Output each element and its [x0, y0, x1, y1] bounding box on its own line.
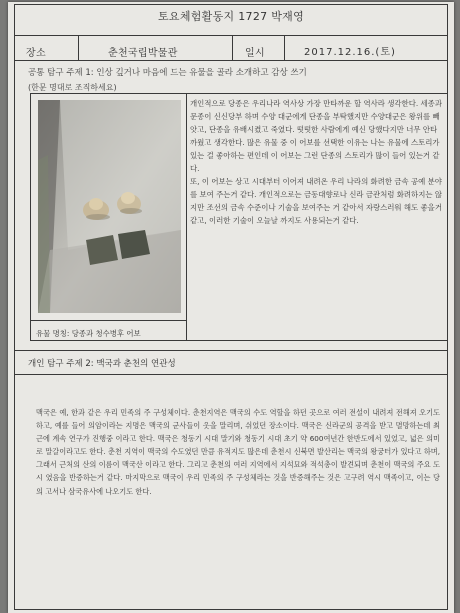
title-divider: [14, 35, 448, 36]
info-divider-3: [284, 35, 285, 60]
artifact-photo-image: [38, 100, 181, 313]
info-divider-2: [232, 35, 233, 60]
task2-title: 개인 탐구 주제 2: 맥국과 춘천의 연관성: [28, 359, 176, 369]
task2-essay: 맥국은 예, 한과 같은 우리 민족의 주 구성체이다. 춘천지역은 맥국의 수도 역할을 하던 곳으로 여러 전설이 내려져 전해져 오기도 하고, 예를 들어 의암이라는 지명은 맥국의 군사들이 옷을 말리며, 쉬었던 장소이다. 맥국은 신라군의 공격을 받고 멸망하는데 최근에 계속 연구가 진행중 이라고 한다. 맥국은 청동기 시대 말기와 청동기 시대 초기 약 600여년간 한반도에서 있었고, 넓은 의미로 말갈이라고도 한다. 춘천 지역이 맥국의 수도였던 만큼 유적지도 많은데 춘천시 신북면 발산리는 맥국의 왕궁터가 있다고 하며, 그래서 근처의 산의 이름이 맥국산 이라고 한다. 그리고 춘천의 여러 지역에서 지석묘와 적석총이 발견되며 춘천이 맥국의 주요 도시 였음을 반증하는거 같다. 마지막으로 맥국이 우리 민족의 주 구성체라는 것을 반증해주는 것은 고구려 역시 맥족이고, 이는 당의 고서나 삼국유사에 나오기도 한다.: [36, 408, 440, 496]
task1-title: 공통 탐구 주제 1: 인상 깊거나 마음에 드는 유물을 골라 소개하고 감상 쓰기: [28, 68, 307, 78]
place-value: 춘천국립박물관: [108, 48, 178, 59]
task1-essay-paragraph-1: 개인적으로 당종은 우리나라 역사상 가장 만타까운 할 역사라 생각한다. 세종과 문종이 신신당부 하며 수양 대군에게 단종을 부탁했지만 수양대군은 왕위를 빼앗고, 단종을 유배시켰고 죽였다. 떳떳한 사람에게 예신 당했다지만 너무 안타까웠고 생각한다. 많은 유물 중 이 어보를 선택한 이유는 나는 유물에 스토리가 있는 걸 좋아하는 편인데 이 어보는 그런 단종의 스토리가 많이 들어 있는거 같다.: [190, 99, 442, 173]
caption-divider: [30, 320, 186, 321]
page-title: 토요체험활동지 1727 박재영: [157, 10, 305, 23]
info-divider-1: [78, 35, 79, 60]
date-label: 일시: [245, 48, 265, 59]
task1-essay: [190, 97, 444, 227]
task1-note: (한문 명대로 조직하세요): [28, 83, 117, 92]
artifact-caption: 유물 명칭: 당종과 청수병후 어보: [36, 329, 141, 338]
date-value: 2017.12.16.(토): [304, 47, 396, 58]
info-divider-bottom: [14, 60, 448, 61]
place-label: 장소: [26, 48, 46, 59]
task1-essay-paragraph-2: 또, 이 어보는 상고 시대부터 이어져 내려온 우리 나라의 화려한 금속 공예 분야를 보여 주는거 같다. 개인적으로는 금동대향로나 신라 금관처럼 화려하지는 않지만 조선의 금속 수준이나 기술을 보여주는 거 같아서 자랑스러워 해도 좋을거 같고, 이러한 기술이 오늘날 까지도 사용되는거 같다.: [190, 177, 442, 225]
task2-top-divider: [14, 350, 448, 351]
task2-title-divider: [14, 374, 448, 375]
photo-column-divider: [186, 93, 187, 341]
artifact-photo: [38, 100, 181, 313]
worksheet-page: [8, 2, 454, 613]
